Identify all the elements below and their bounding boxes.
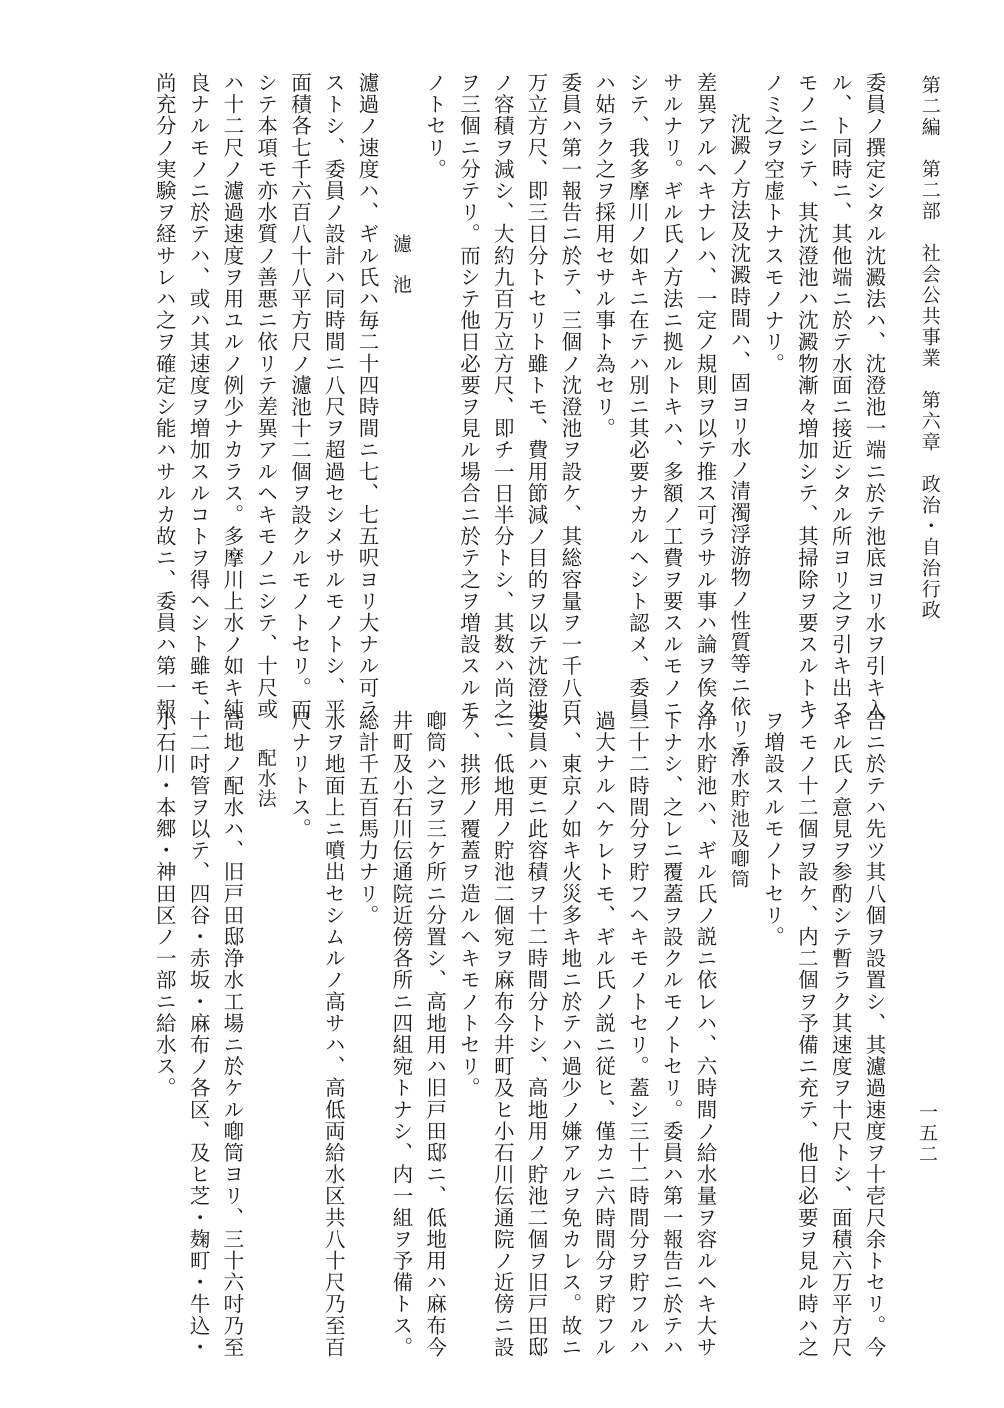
text-column: 浄水貯池ハ、ギル氏ノ説ニ依レハ、六時間ノ給水量ヲ容ルヘキ大サ (693, 710, 718, 1358)
text-column: 尺ナリトス。 (287, 710, 312, 840)
text-column: サルナリ。ギル氏ノ方法ニ拠ルトキハ、多額ノ工費ヲ要スルモノニ (659, 72, 684, 720)
text-column: 面積各七千六百八十八平方尺ノ濾池十二個ヲ設クルモノトセリ。而 (287, 72, 312, 720)
text-column: ニ、低地用ノ貯池二個宛ヲ麻布今井町及ヒ小石川伝通院ノ近傍ニ設 (490, 710, 515, 1358)
text-column: 良ナルモノニ於テハ、或ハ其速度ヲ増加スルコトヲ得ヘシト雖モ、 (186, 72, 211, 720)
text-column: ノ容積ヲ減シ、大約九百万立方尺、即チ一日半分トシ、其数ハ尚之 (490, 72, 515, 720)
text-column: シテ、我多摩川ノ如キニ在テハ別ニ其必要ナカルヘシト認メ、委員 (625, 72, 650, 720)
text-column: 喞筒ハ之ヲ三ケ所ニ分置シ、高地用ハ旧戸田邸ニ、低地用ハ麻布今 (422, 710, 447, 1358)
text-column: 十二吋管ヲ以テ、四谷・赤坂・麻布ノ各区、及ヒ芝・麹町・牛込・ (186, 710, 211, 1358)
text-column: 委員ハ第一報告ニ於テ、三個ノ沈澄池ヲ設ケ、其総容量ヲ一千八百 (557, 72, 582, 720)
text-column: ストシ、委員ノ設計ハ同時間ニ八尺ヲ超過セシメサルモノトシ、平 (321, 72, 346, 720)
text-column: ノミ之ヲ空虚トナスモノナリ。 (760, 72, 785, 375)
section-heading-filter-basin: 濾 池 (389, 233, 412, 294)
text-column: モノニシテ、其沈澄池ハ沈澱物漸々増加シテ、其掃除ヲ要スルトキ (794, 72, 819, 720)
text-column: ケ、拱形ノ覆蓋ヲ造ルヘキモノトセリ。 (456, 710, 481, 1099)
text-column: ハ、東京ノ如キ火災多キ地ニ於テハ過少ノ嫌アルヲ免カレス。故ニ (557, 710, 582, 1358)
section-heading-clear-water-reservoir: 浄水貯池及喞筒 (727, 748, 750, 889)
text-column: 三十二時間分ヲ貯フヘキモノトセリ。蓋シ三十二時間分ヲ貯フルハ (625, 710, 650, 1358)
text-column: ヲ増設スルモノトセリ。 (760, 710, 785, 948)
text-column: 水ヲ地面上ニ噴出セシムルノ高サハ、高低両給水区共八十尺乃至百 (321, 710, 346, 1358)
text-column: 差異アルヘキナレハ、一定ノ規則ヲ以テ推ス可ラサル事ハ論ヲ俟タ (693, 72, 718, 720)
text-column: ヲ三個ニ分テリ。而シテ他日必要ヲ見ル場合ニ於テ之ヲ増設スルモ (456, 72, 481, 720)
text-column: ノトセリ。 (422, 72, 447, 180)
text-column: ノモノ十二個ヲ設ケ、内二個ヲ予備ニ充テ、他日必要ヲ見ル時ハ之 (794, 710, 819, 1358)
text-column: 濾過ノ速度ハ、ギル氏ハ毎二十四時間ニ七、七五呎ヨリ大ナル可ラ (355, 72, 380, 720)
text-column: トナシ、之レニ覆蓋ヲ設クルモノトセリ。委員ハ第一報告ニ於テハ (659, 710, 684, 1358)
text-column: ル、ト同時ニ、其他端ニ於テ水面ニ接近シタル所ヨリ之ヲ引キ出ス (828, 72, 853, 720)
text-column: 総計千五百馬力ナリ。 (355, 710, 380, 926)
text-column: 万立方尺、即三日分トセリト雖トモ、費用節減ノ目的ヲ以テ沈澄池 (524, 72, 549, 720)
text-column: シテ本項モ亦水質ノ善悪ニ依リテ差異アルヘキモノニシテ、十尺或 (253, 72, 278, 720)
text-column: 井町及小石川伝通院近傍各所ニ四組宛トナシ、内一組ヲ予備トス。 (388, 710, 413, 1358)
upper-text-section (80, 72, 890, 761)
text-column: 高地ノ配水ハ、旧戸田邸浄水工場ニ於ケル喞筒ヨリ、三十六吋乃至 (219, 710, 244, 1358)
text-column: 小石川・本郷・神田区ノ一部ニ給水ス。 (152, 710, 177, 1099)
text-column: 尚充分ノ実験ヲ経サレハ之ヲ確定シ能ハサルカ故ニ、委員ハ第一報 (152, 72, 177, 720)
text-column: 過大ナルヘケレトモ、ギル氏ノ説ニ従ヒ、僅カニ六時間分ヲ貯フル (591, 710, 616, 1358)
page-number: 一五二 (916, 1102, 938, 1165)
text-column: 告ニ於テハ先ツ其八個ヲ設置シ、其濾過速度ヲ十壱尺余トセリ。今 (862, 710, 886, 1358)
text-column: ギル氏ノ意見ヲ参酌シテ暫ラク其速度ヲ十尺トシ、面積六万平方尺 (828, 710, 853, 1358)
text-column: 委員ノ撰定シタル沈澱法ハ、沈澄池一端ニ於テ池底ヨリ水ヲ引キ入 (862, 72, 886, 720)
lower-text-section (80, 710, 890, 1358)
text-column: ハ十二尺ノ濾過速度ヲ用ユルノ例少ナカラス。多摩川上水ノ如キ純 (219, 72, 244, 720)
text-column: ハ姑ラク之ヲ採用セサル事ト為セリ。 (591, 72, 616, 440)
text-column: 沈澱ノ方法及沈澱時間ハ、固ヨリ水ノ清濁浮游物ノ性質等ニ依リテ (726, 113, 751, 761)
text-column: 委員ハ更ニ此容積ヲ十二時間分トシ、高地用ノ貯池二個ヲ旧戸田邸 (524, 710, 549, 1358)
section-heading-distribution: 配水法 (254, 748, 277, 809)
running-title: 第二編 第二部 社会公共事業 第六章 政治・自治行政 (918, 75, 941, 621)
